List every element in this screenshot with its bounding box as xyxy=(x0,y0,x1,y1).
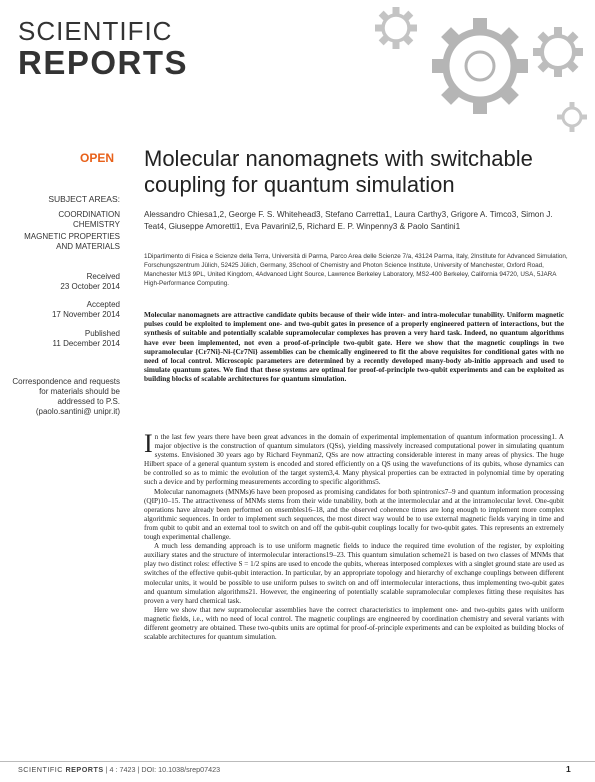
body-paragraph xyxy=(144,429,564,488)
abstract: Molecular nanomagnets are attractive candidate qubits because of their wide inter- and intra-molecular tunability. Uniform magnetic pulses could be exploited to implement one- and two-qubit gates in presence of a properly engineered pattern of interactions, but the synthesis of suitable and potentially scalable supramolecular complexes has proven a very hard task. Indeed, no quantum algorithms have ever been implemented, not even a proof-of-principle two-qubit gate. Here we show that the magnetic couplings in two supramolecular {Cr7Ni}-Ni-{Cr7Ni} assemblies can be chemically engineered to fit the above requisites for conditional gates with no need of local control. Microscopic parameters are determined by a recently developed many-body ab-initio approach and used to simulate quantum gates. We find that these systems are optimal for proof-of-principle two-qubit experiments and can be exploited as building blocks of scalable architectures for quantum simulation. xyxy=(144,310,564,384)
body-paragraph: Here we show that new supramolecular assemblies have the correct characteristics to implement one- and two-qubits gates with uniform magnetic fields, i.e., with no need of local control. The magnetic couplings are engineered by coordination chemistry and several variants with different geometry are obtained. These two-qubits units are optimal for proof-of-principle experiments and can be exploited as building blocks of scalable architectures for quantum simulation. xyxy=(144,605,564,642)
article-body xyxy=(144,429,564,642)
journal-logo-bottom: REPORTS xyxy=(18,44,189,81)
subject-areas-header: SUBJECT AREAS: xyxy=(48,194,120,204)
received-label: Received xyxy=(86,272,120,281)
journal-logo-top: SCIENTIFIC xyxy=(18,16,173,46)
page-number: 1 xyxy=(566,764,571,774)
received-date: 23 October 2014 xyxy=(60,282,120,291)
correspondence-note: Correspondence and requests for materials should be addressed to P.S. (paolo.santini@ unipr.it) xyxy=(12,377,120,416)
accepted-date: 17 November 2014 xyxy=(51,310,120,319)
subject-area-link[interactable]: MAGNETIC PROPERTIES AND MATERIALS xyxy=(24,232,120,251)
body-paragraph: A much less demanding approach is to use uniform magnetic fields to induce the required time evolution of the register, by exploiting auxiliary states and the structure of intermolecular interactions19–23. This quantum simulation scheme21 is based on two classes of MNMs that play two distinct roles: effective S = 1/2 spins are used to encode the qubits, whereas interposed complexes with a singlet ground state are used as switches of the effective qubit-qubit interaction. In particular, by an appropriate topology and hierarchy of exchange couplings between different molecular units, it would be possible to use uniform pulses to switch on and off intermolecular interactions, thus implementing two-qubit gates and quantum simulation algorithms21. However, the engineering of potentially scalable supramolecular complexes fitting these requisites has proven a very hard chemical task. xyxy=(144,542,564,605)
article-title: Molecular nanomagnets with switchable coupling for quantum simulation xyxy=(144,146,533,197)
footer-citation xyxy=(18,765,220,774)
accepted-label: Accepted xyxy=(86,300,120,309)
open-access-label: OPEN xyxy=(80,151,115,165)
gear-icon-tiny xyxy=(555,100,589,134)
author-list: Alessandro Chiesa1,2, George F. S. Whitehead3, Stefano Carretta1, Laura Carthy3, Grigore A. Timco3, Simon J. Teat4, Giuseppe Amoretti1, Eva Pavarini2,5, Richard E. P. Winpenny3 & Paolo Santini1 xyxy=(144,210,553,231)
gear-icon-medium xyxy=(530,24,586,80)
affiliations: 1Dipartimento di Fisica e Scienze della Terra, Università di Parma, Parco Area delle Scienze 7/a, 43124 Parma, Italy, 2Institute for Advanced Simulation, Forschungszentrum Jülich, 52425 Jülich, Germany, 3School of Chemistry and Photon Science Institute, University of Manchester, Oxford Road, Manchester M13 9PL, United Kingdom, 4Advanced Light Source, Lawrence Berkeley Laboratory, MS2-400 Berkeley, California 94720, USA, 5JARA High-Performance Computing. xyxy=(144,253,568,287)
gear-icon-small xyxy=(372,4,420,52)
gear-icon-large xyxy=(420,6,540,126)
drop-cap: I xyxy=(144,429,153,458)
footer-doi[interactable]: | 4 : 7423 | DOI: 10.1038/srep07423 xyxy=(105,765,221,774)
footer-brand: SCIENTIFIC REPORTS xyxy=(18,765,104,774)
subject-area-link[interactable]: COORDINATION CHEMISTRY xyxy=(58,210,120,229)
footer-divider xyxy=(0,761,595,762)
published-date: 11 December 2014 xyxy=(52,339,120,348)
body-paragraph: Molecular nanomagnets (MNMs)6 have been proposed as promising candidates for both spintronics7–9 and quantum information processing (QIP)10–15. The attractiveness of MNMs stems from their wide tunability, both at the intermolecular and at the intramolecular level. One-qubit operations have already been performed on ensembles16–18, and the observed coherence times are long enough to implement more complex algorithmic sequences. In order to implement such sequences, the most direct way would be to use external magnetic fields varying in time and from qubit to qubit and an external tool to switch on and off the qubit-qubit couplings locally for two-qubit gates. This represents an extremely tough experimental challenge. xyxy=(144,487,564,542)
published-label: Published xyxy=(84,329,120,338)
body-text: n the last few years there have been great advances in the domain of experimental implementation of quantum information processing1. A major objective is the construction of quantum simulators (QSs), yielding massively increased computational power in simulating quantum systems. Envisioned 30 years ago by Richard Feynman2, QSs are now attracting considerable interest in many areas of physics. The huge Hilbert space of a general quantum system is encoded and stored efficiently on a QS using the wavefunctions of its qubits, whose dynamics can be controlled so as to mimic the evolution of the target system3,4. Many physical properties can be extracted in polynomial time by operating such a device and by performing measurements according to specific algorithms5. xyxy=(144,433,564,487)
